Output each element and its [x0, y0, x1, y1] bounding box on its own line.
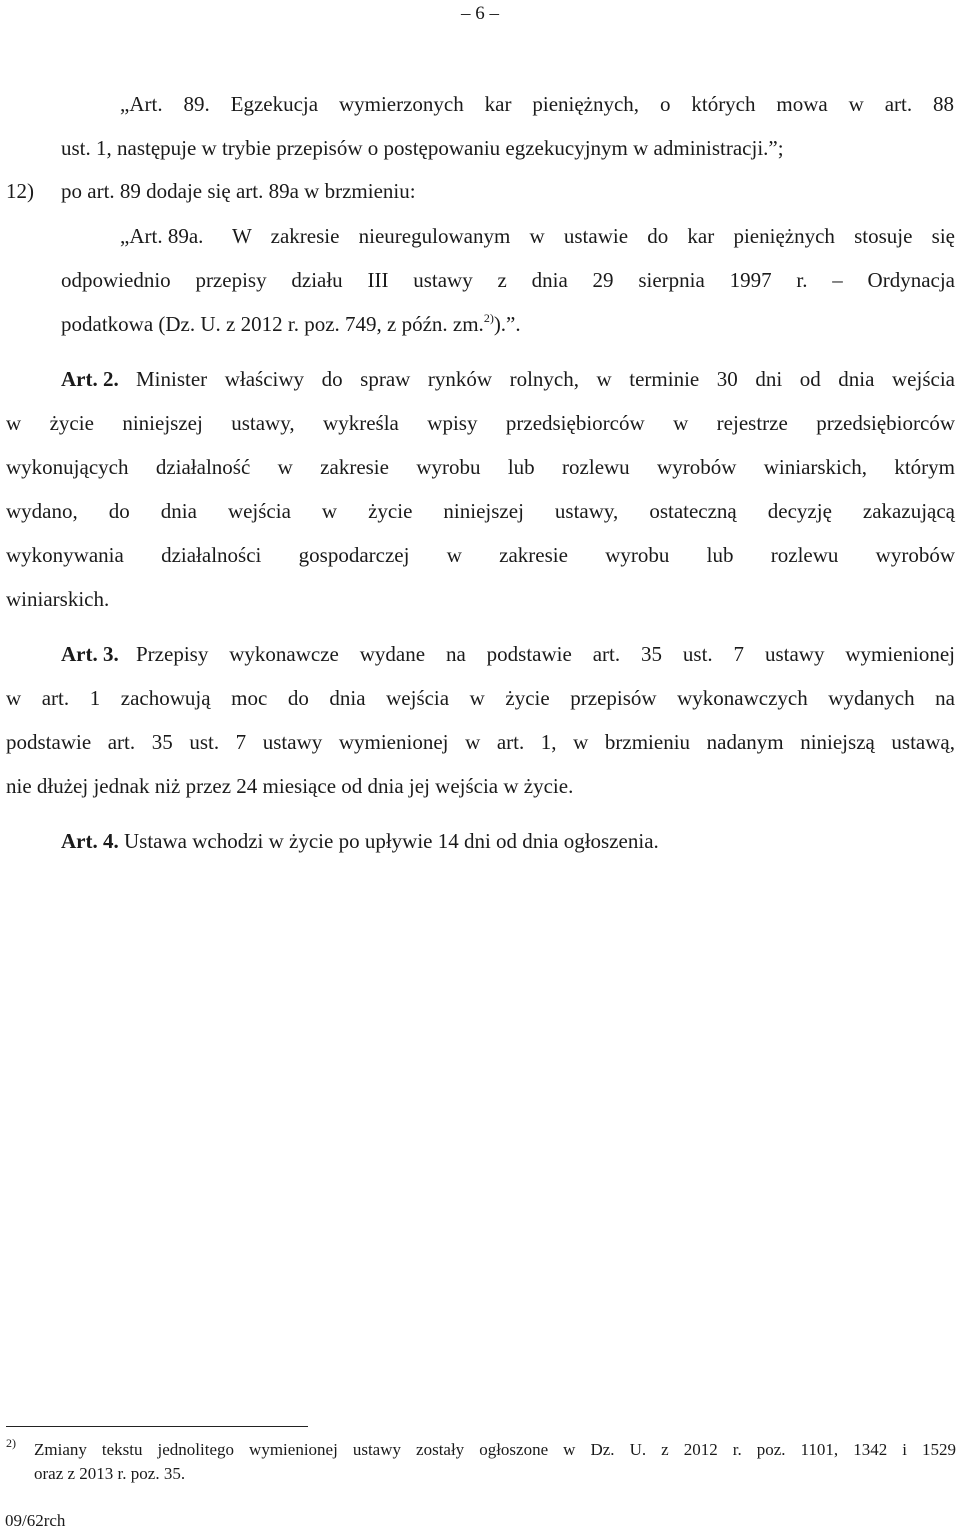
art2-line-4: wydano, do dnia wejścia w życie niniejszej ustawy, ostateczną decyzję zakazującą — [6, 499, 955, 523]
art89a-label: „Art. 89a. — [120, 224, 204, 248]
art3-line-3: podstawie art. 35 ust. 7 ustawy wymienionej w art. 1, w brzmieniu nadanym niniejszą ustawą, — [6, 730, 955, 754]
art3-label: Art. 3. — [61, 642, 119, 666]
art2-line-3: wykonujących działalność w zakresie wyrobu lub rozlewu wyrobów winiarskich, którym — [6, 455, 955, 479]
art89-line-1: „Art. 89. Egzekucja wymierzonych kar pieniężnych, o których mowa w art. 88 — [120, 92, 954, 116]
art2-label: Art. 2. — [61, 367, 119, 391]
art3-line-1 — [61, 642, 955, 666]
art89a-line-3-end: ).”. — [493, 312, 521, 336]
art89a-line-2: odpowiednio przepisy działu III ustawy z dnia 29 sierpnia 1997 r. – Ordynacja — [61, 268, 955, 292]
art89-line-2: ust. 1, następuje w trybie przepisów o postępowaniu egzekucyjnym w administracji.”; — [61, 136, 784, 160]
art3-line-4: nie dłużej jednak niż przez 24 miesiące od dnia jej wejścia w życie. — [6, 774, 574, 798]
art4-line — [61, 829, 659, 853]
art89a-line-3-text: podatkowa (Dz. U. z 2012 r. poz. 749, z późn. zm. — [61, 312, 484, 336]
item-12-number: 12) — [6, 179, 34, 203]
art4-label: Art. 4. — [61, 829, 119, 853]
art89a-line-1 — [120, 224, 955, 248]
footnote-separator — [6, 1426, 308, 1427]
art89a-line-3 — [61, 312, 521, 336]
art2-line-2: w życie niniejszej ustawy, wykreśla wpisy przedsiębiorców w rejestrze przedsiębiorców — [6, 411, 955, 435]
document-code: 09/62rch — [5, 1511, 66, 1530]
footnote-mark: 2) — [6, 1436, 16, 1450]
art2-line-1 — [61, 367, 955, 391]
art2-line-6: winiarskich. — [6, 587, 110, 611]
art4-text: Ustawa wchodzi w życie po upływie 14 dni od dnia ogłoszenia. — [123, 829, 659, 853]
art3-line-2: w art. 1 zachowują moc do dnia wejścia w życie przepisów wykonawczych wydanych na — [6, 686, 955, 710]
item-12-text: po art. 89 dodaje się art. 89a w brzmieniu: — [61, 179, 416, 203]
footnote-line-2: oraz z 2013 r. poz. 35. — [34, 1464, 186, 1483]
footnote-line-1: Zmiany tekstu jednolitego wymienionej ustawy zostały ogłoszone w Dz. U. z 2012 r. poz. 1101, 1342 i 1529 — [34, 1440, 956, 1459]
page-number: – 6 – — [461, 3, 499, 24]
art2-line-1-text: Minister właściwy do spraw rynków rolnych, w terminie 30 dni od dnia wejścia — [136, 367, 955, 391]
art89a-line-1-text: W zakresie nieuregulowanym w ustawie do kar pieniężnych stosuje się — [232, 224, 955, 248]
footnote-ref: 2) — [483, 311, 494, 325]
art2-line-5: wykonywania działalności gospodarczej w zakresie wyrobu lub rozlewu wyrobów — [6, 543, 955, 567]
art3-line-1-text: Przepisy wykonawcze wydane na podstawie art. 35 ust. 7 ustawy wymienionej — [136, 642, 955, 666]
